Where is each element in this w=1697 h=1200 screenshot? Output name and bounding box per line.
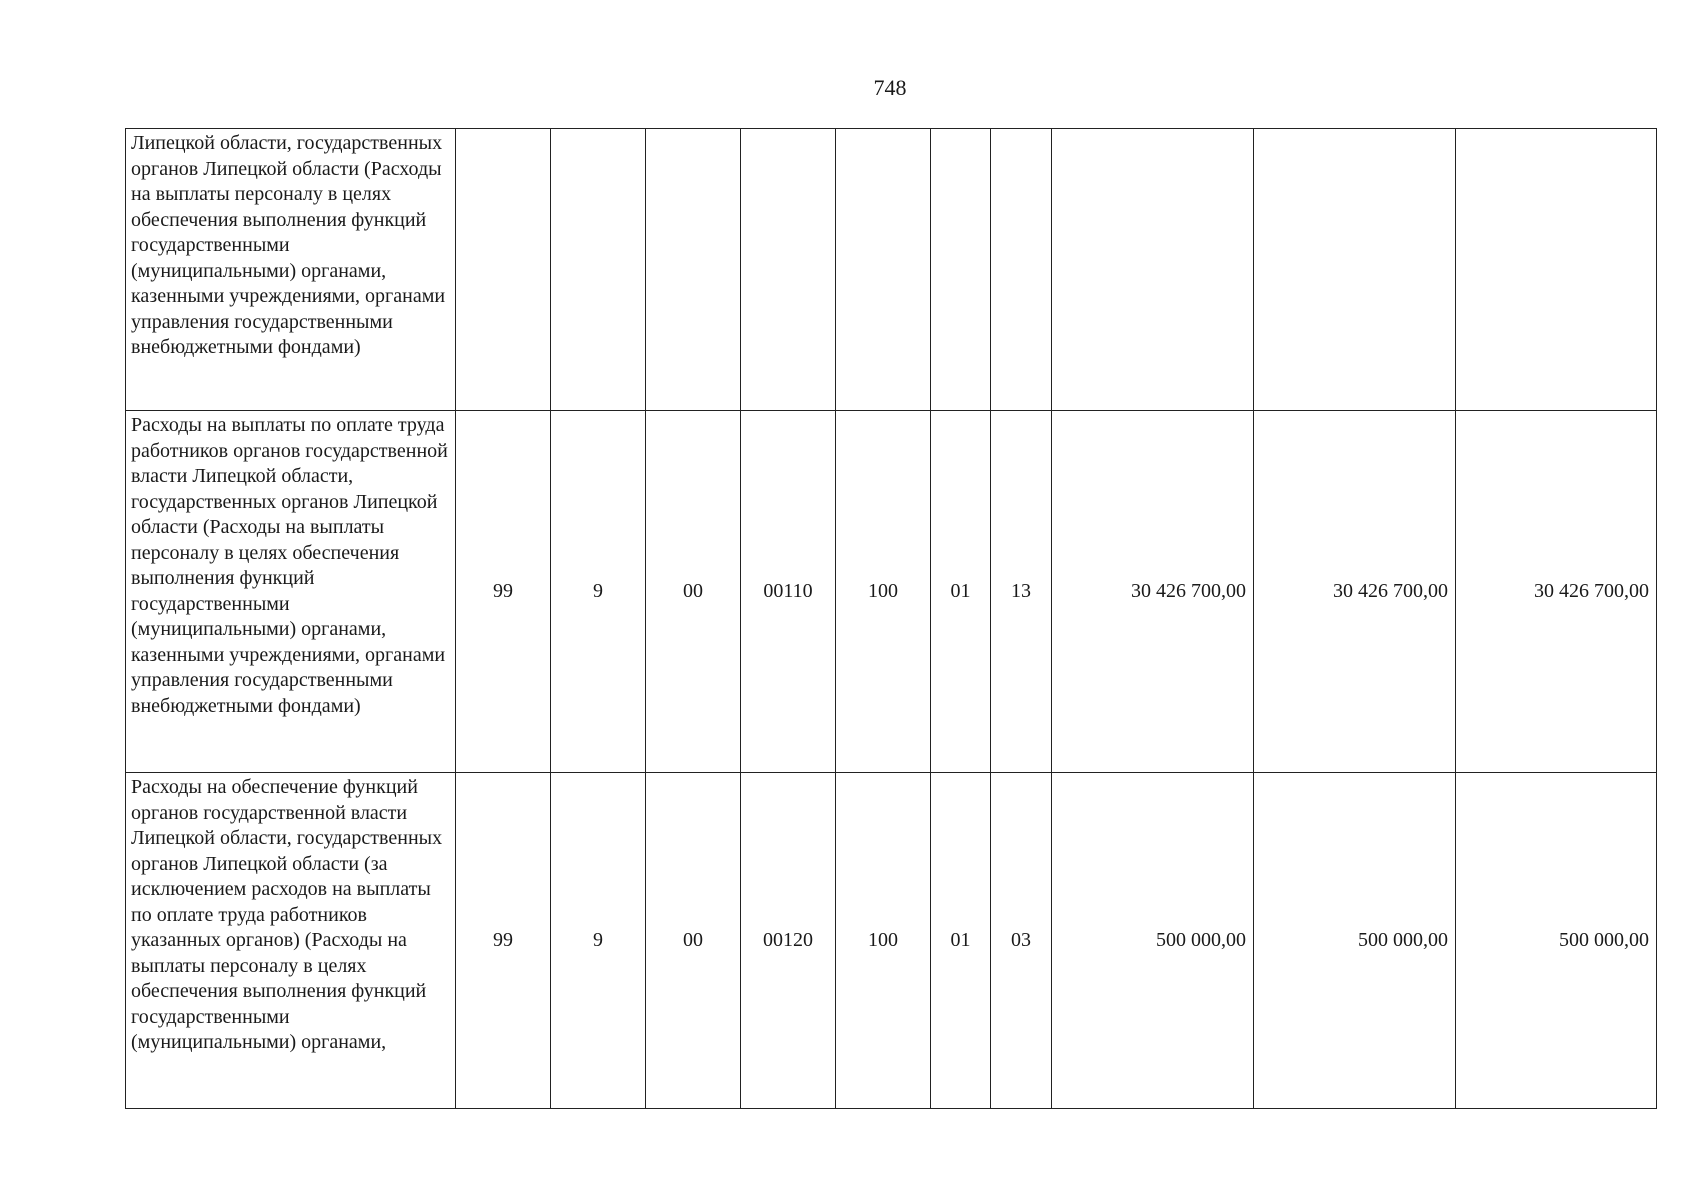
direction-code-cell: 00110 <box>741 411 836 773</box>
subsection-code-cell: 13 <box>991 411 1052 773</box>
subsection-code-cell: 03 <box>991 773 1052 1109</box>
subprogram-code-cell: 9 <box>551 773 646 1109</box>
amount-cell: 500 000,00 <box>1456 773 1657 1109</box>
main-event-code-cell: 00 <box>646 411 741 773</box>
description-cell: Липецкой области, государственных органов Липецкой области (Расходы на выплаты персоналу в целях обеспечения выполнения функций государственными (муниципальными) органами, казенными учреждениями, органами управления государственными внебюджетными фондами) <box>126 129 456 411</box>
table-row <box>126 129 1657 411</box>
subprogram-code-cell: 9 <box>551 411 646 773</box>
table-row <box>126 411 1657 773</box>
page-number: 748 <box>873 75 907 100</box>
expense-type-cell <box>836 129 931 411</box>
amount-cell: 500 000,00 <box>1254 773 1456 1109</box>
amount-cell <box>1456 129 1657 411</box>
section-code-cell <box>931 129 991 411</box>
expense-type-cell: 100 <box>836 411 931 773</box>
amount-cell: 30 426 700,00 <box>1052 411 1254 773</box>
main-event-code-cell <box>646 129 741 411</box>
section-code-cell: 01 <box>931 411 991 773</box>
program-code-cell <box>456 129 551 411</box>
program-code-cell: 99 <box>456 773 551 1109</box>
amount-cell: 30 426 700,00 <box>1254 411 1456 773</box>
description-cell: Расходы на обеспечение функций органов государственной власти Липецкой области, государственных органов Липецкой области (за исключением расходов на выплаты по оплате труда работников указанных органов) (Расходы на выплаты персоналу в целях обеспечения выполнения функций государственными (муниципальными) органами, <box>126 773 456 1109</box>
program-code-cell: 99 <box>456 411 551 773</box>
section-code-cell: 01 <box>931 773 991 1109</box>
expense-type-cell: 100 <box>836 773 931 1109</box>
direction-code-cell <box>741 129 836 411</box>
subprogram-code-cell <box>551 129 646 411</box>
amount-cell: 500 000,00 <box>1052 773 1254 1109</box>
table-row <box>126 773 1657 1109</box>
main-event-code-cell: 00 <box>646 773 741 1109</box>
budget-table <box>125 128 1657 1109</box>
description-cell: Расходы на выплаты по оплате труда работников органов государственной власти Липецкой области, государственных органов Липецкой области (Расходы на выплаты персоналу в целях обеспечения выполнения функций государственными (муниципальными) органами, казенными учреждениями, органами управления государственными внебюджетными фондами) <box>126 411 456 773</box>
subsection-code-cell <box>991 129 1052 411</box>
amount-cell: 30 426 700,00 <box>1456 411 1657 773</box>
direction-code-cell: 00120 <box>741 773 836 1109</box>
amount-cell <box>1052 129 1254 411</box>
amount-cell <box>1254 129 1456 411</box>
